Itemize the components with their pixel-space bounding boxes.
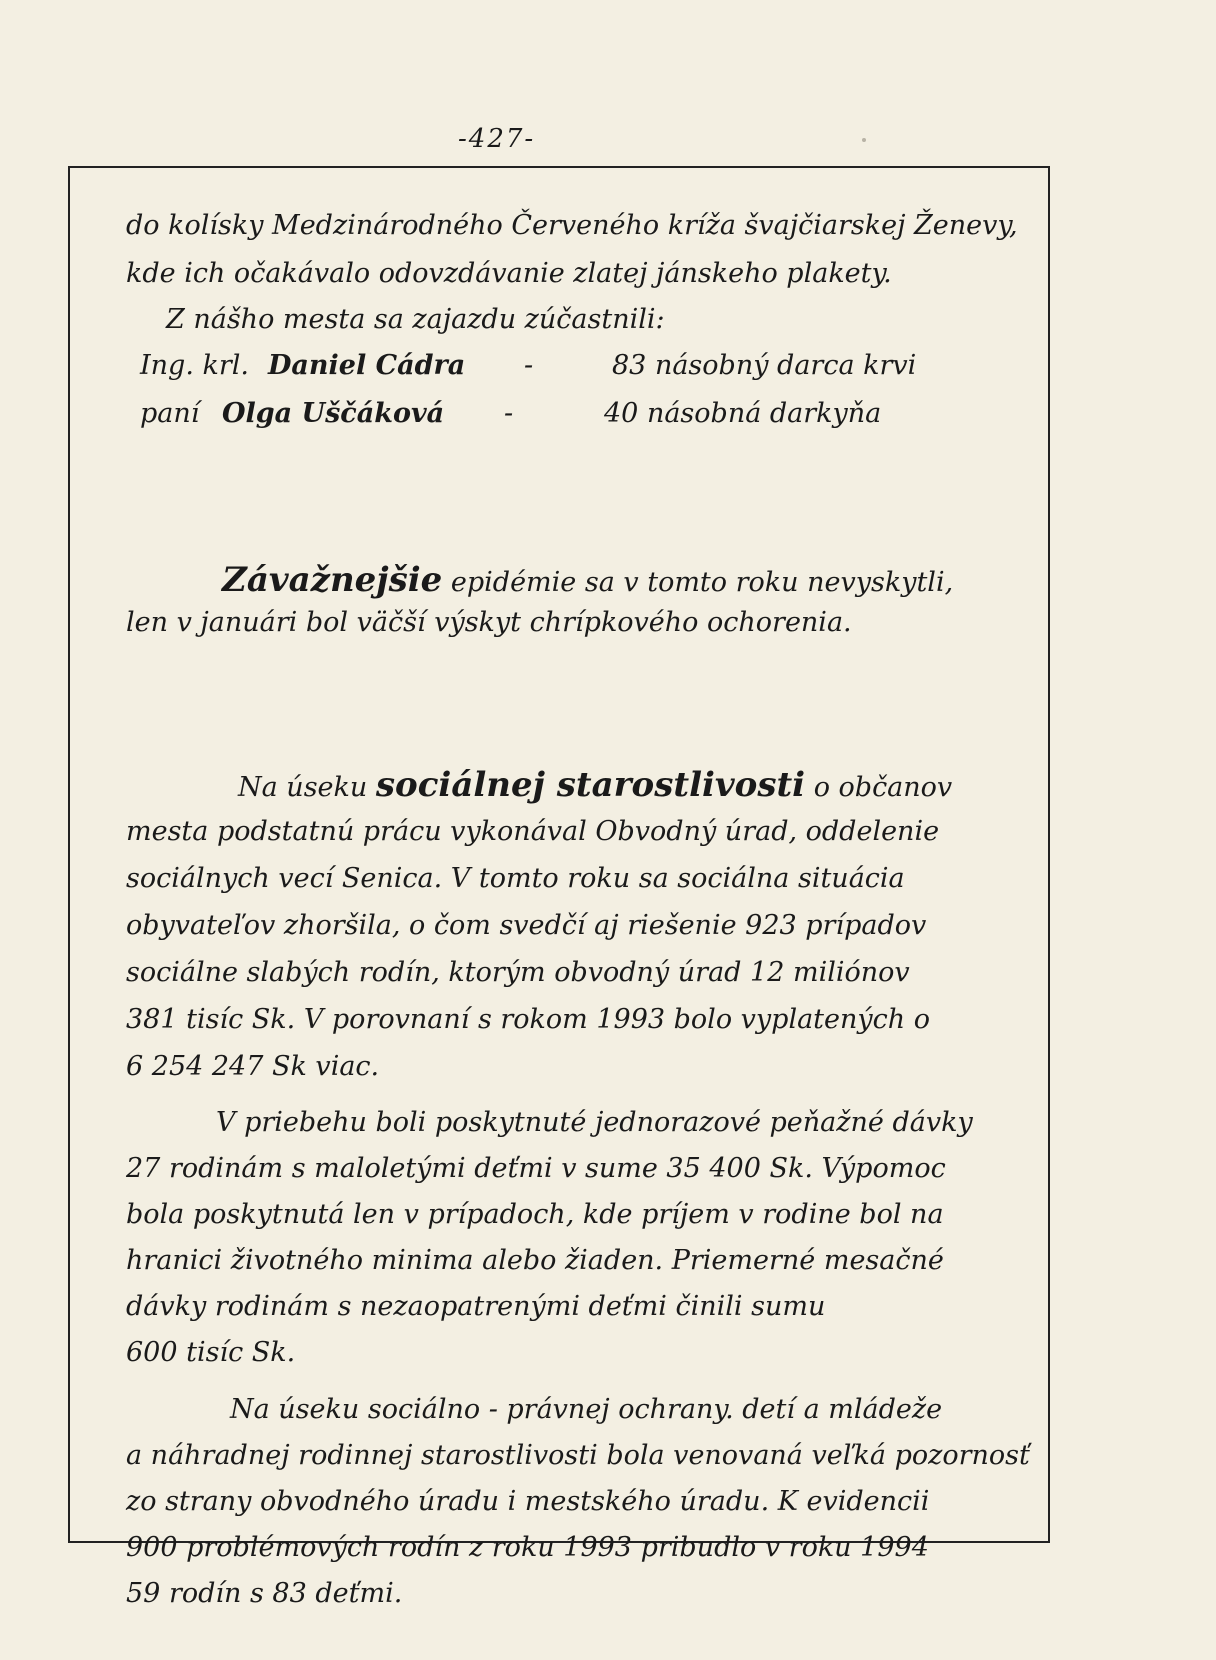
donor-name: Daniel Cádra — [268, 350, 466, 381]
social-heading: sociálnej starostlivosti — [375, 765, 806, 805]
donor-prefix: paní — [140, 398, 200, 429]
benefits-line: 600 tisíc Sk. — [126, 1337, 296, 1368]
donor-prefix: Ing. krl. — [140, 350, 249, 381]
donor-desc: 40 násobná darkyňa — [604, 398, 882, 429]
benefits-line: V priebehu boli poskytnuté jednorazové peňažné dávky — [216, 1107, 973, 1138]
protection-line: 59 rodín s 83 deťmi. — [126, 1578, 403, 1609]
intro-line-2: kde ich očakávalo odovzdávanie zlatej jánskeho plakety. — [126, 258, 892, 289]
page-number: -427- — [458, 124, 536, 154]
donor-desc: 83 násobný darca krvi — [612, 350, 917, 381]
social-line: sociálne slabých rodín, ktorým obvodný úrad 12 miliónov — [126, 957, 910, 988]
intro-line-1: do kolísky Medzinárodného Červeného kríža švajčiarskej Ženevy, — [126, 210, 1018, 241]
protection-line: zo strany obvodného úradu i mestského úradu. K evidencii — [126, 1486, 930, 1517]
social-lead: Na úseku — [238, 772, 368, 803]
benefits-line: hranici životného minima alebo žiaden. Priemerné mesačné — [126, 1245, 944, 1276]
benefits-line: dávky rodinám s nezaopatrenými deťmi činili sumu — [126, 1291, 826, 1322]
social-line: mesta podstatnú prácu vykonával Obvodný úrad, oddelenie — [126, 816, 940, 847]
protection-line: Na úseku sociálno - právnej ochrany. detí a mládeže — [230, 1394, 943, 1425]
social-line: obyvateľov zhoršila, o čom svedčí aj riešenie 923 prípadov — [126, 910, 927, 941]
donor-row — [140, 352, 249, 379]
social-line-1-rest: o občanov — [813, 772, 953, 803]
epidemic-lead: Závažnejšie — [222, 560, 443, 600]
donor-name: Olga Uščáková — [222, 398, 445, 429]
social-line: 6 254 247 Sk viac. — [126, 1051, 380, 1082]
donor-dash: - — [504, 398, 514, 429]
epidemic-line-1-rest: epidémie sa v tomto roku nevyskytli, — [450, 567, 954, 598]
social-line: sociálnych vecí Senica. V tomto roku sa sociálna situácia — [126, 863, 905, 894]
donor-row — [140, 400, 199, 427]
social-line: 381 tisíc Sk. V porovnaní s rokom 1993 bolo vyplatených o — [126, 1004, 931, 1035]
epidemic-line-1 — [222, 560, 954, 600]
epidemic-line-2: len v januári bol väčší výskyt chrípkového ochorenia. — [126, 607, 852, 638]
benefits-line: 27 rodinám s maloletými deťmi v sume 35 400 Sk. Výpomoc — [126, 1153, 946, 1184]
page-dot — [862, 138, 866, 142]
intro-line-3: Z nášho mesta sa zajazdu zúčastnili: — [166, 304, 665, 335]
protection-line: 900 problémových rodín z roku 1993 pribudlo v roku 1994 — [126, 1532, 929, 1563]
donor-dash: - — [524, 350, 534, 381]
protection-line: a náhradnej rodinnej starostlivosti bola venovaná veľká pozornosť — [126, 1440, 1030, 1471]
social-line-1 — [238, 765, 953, 805]
benefits-line: bola poskytnutá len v prípadoch, kde príjem v rodine bol na — [126, 1199, 944, 1230]
